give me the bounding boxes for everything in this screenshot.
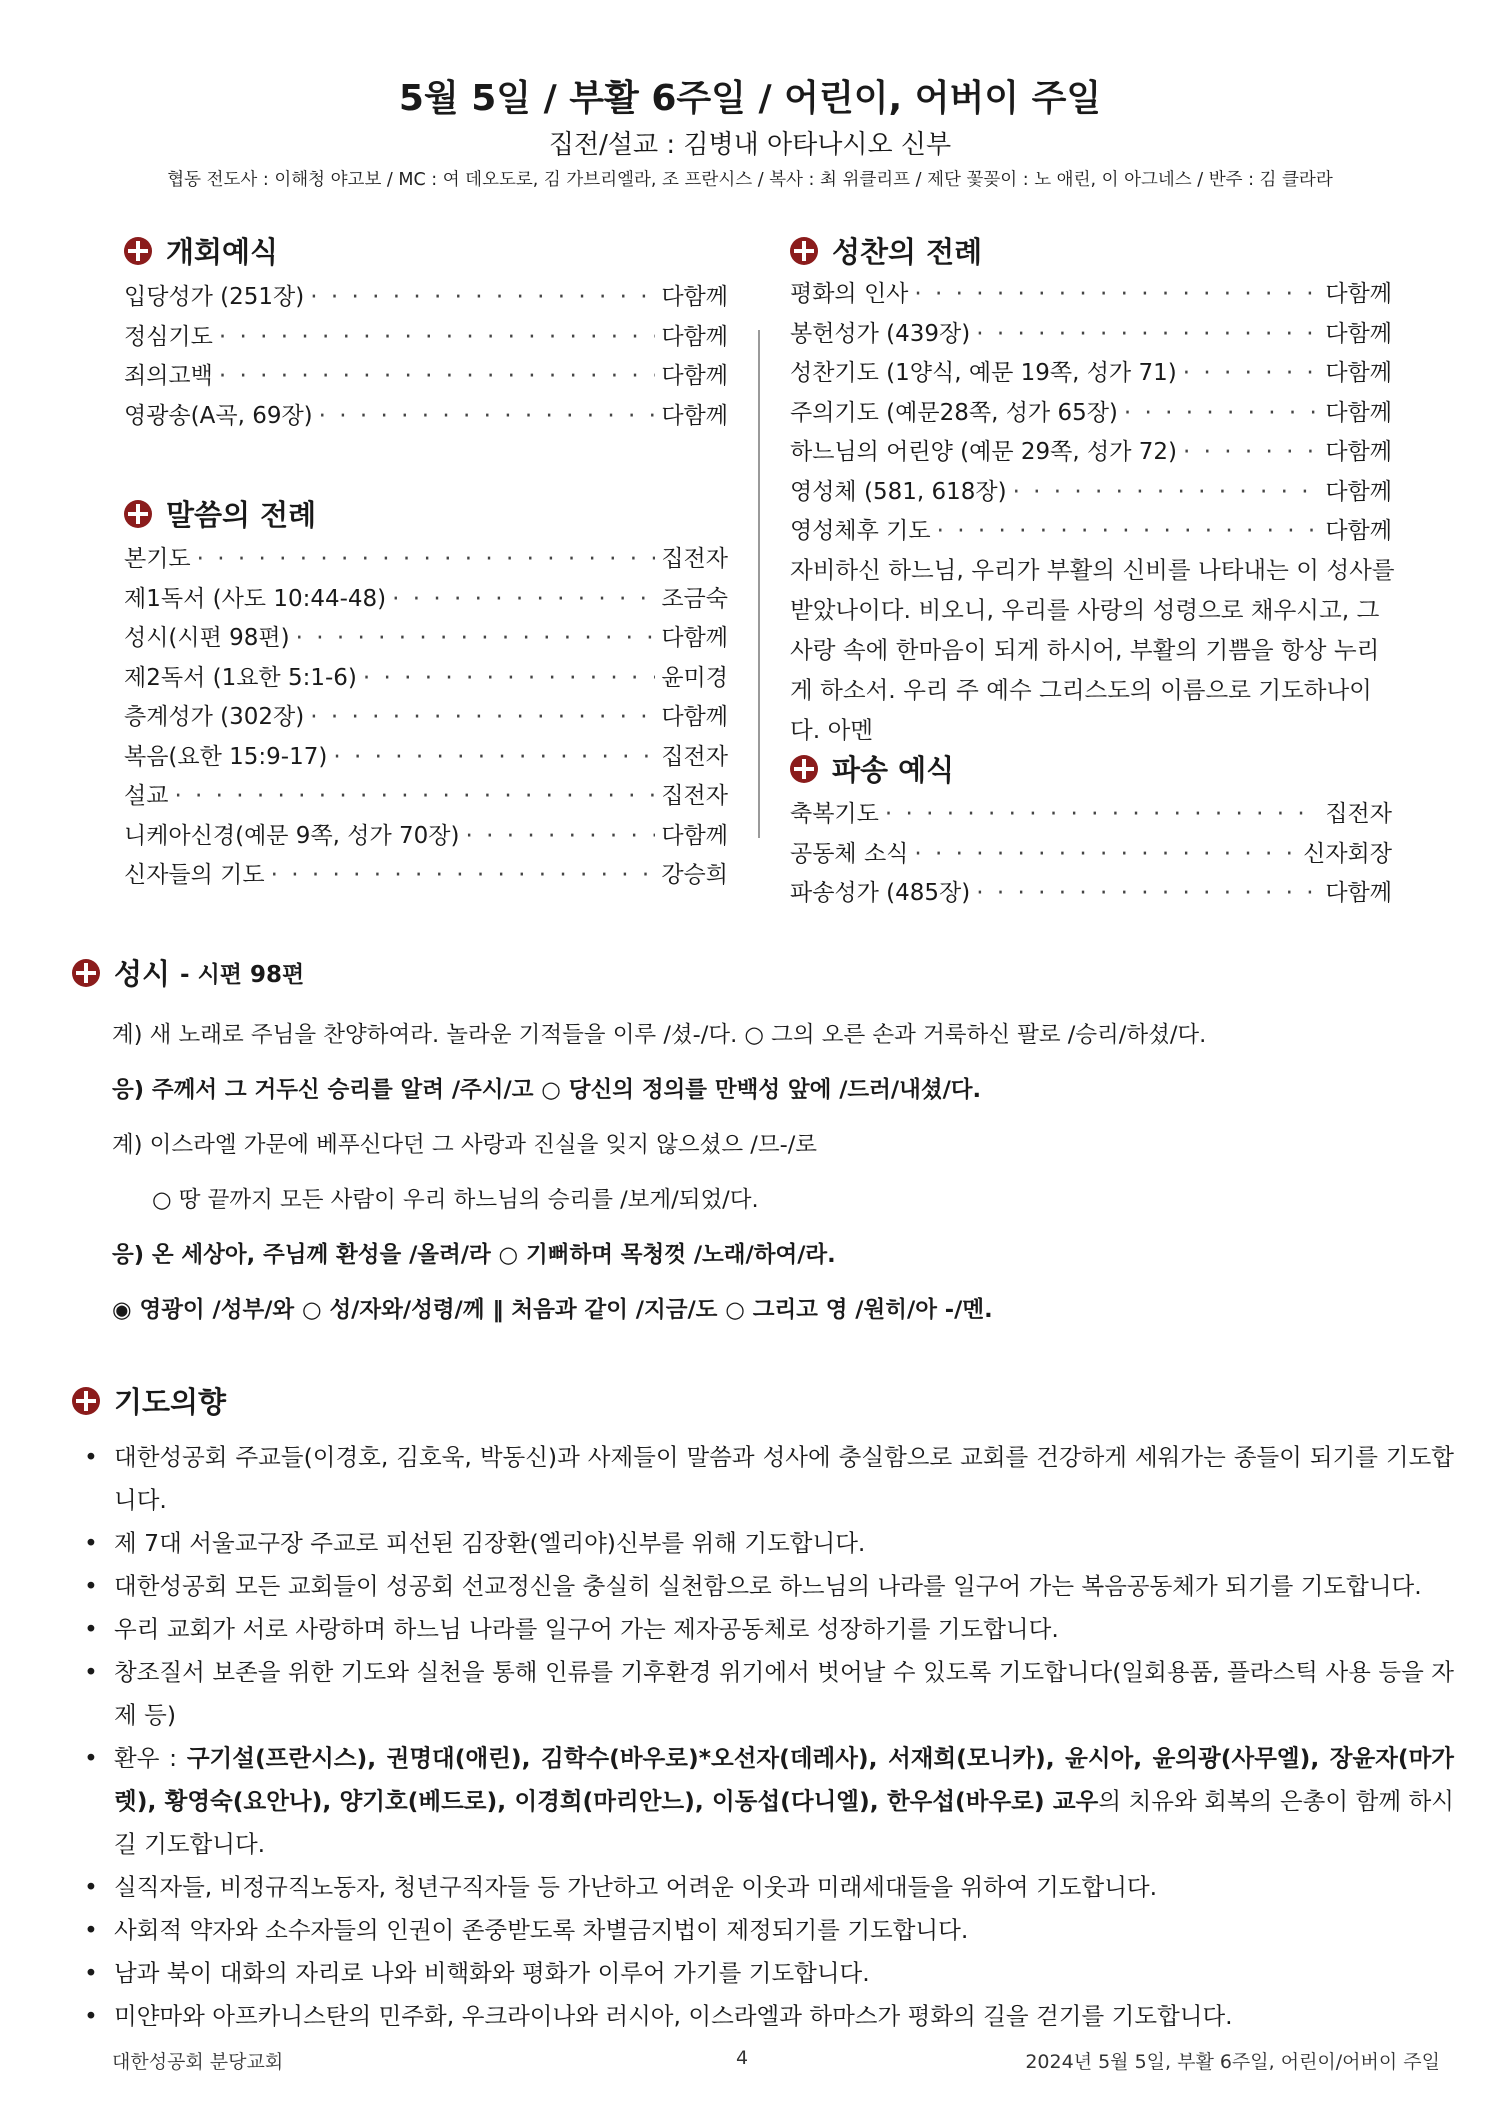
section-word-heading xyxy=(124,493,316,534)
order-row xyxy=(790,433,1392,473)
order-row xyxy=(124,698,728,738)
order-who: 다함께 xyxy=(1325,439,1392,465)
eucharist-order-list xyxy=(790,275,1392,552)
column-divider xyxy=(758,330,760,838)
order-who: 집전자 xyxy=(661,783,728,809)
list-item: • 제 7대 서울교구장 주교로 피선된 김장환(엘리야)신부를 위해 기도합니다. xyxy=(84,1522,1454,1565)
order-item: 제2독서 (1요한 5:1-6) xyxy=(124,664,357,691)
order-item: 파송성가 (485장) xyxy=(790,880,971,906)
psalm-reference: - 시편 98편 xyxy=(180,962,305,988)
order-item: 본기도 xyxy=(124,546,191,572)
sick-names: 구기설(프란시스), 권명대(애린), 김학수(바우로)*오선자(데레사), 서재희(모니카), 윤시아, 윤의광(사무엘), 장윤자(마가렛), 황영숙(요안나), 양기호(베드로), 이경희(마리안느), 이동섭(다니엘), 한우섭(바우로) 교우 xyxy=(114,1744,1454,1815)
section-eucharist-heading xyxy=(790,230,982,271)
order-who: 집전자 xyxy=(1325,801,1392,827)
order-item: 영성체후 기도 xyxy=(790,518,931,544)
order-who: 다함께 xyxy=(661,402,728,429)
section-title: 말씀의 전례 xyxy=(166,498,317,532)
dismissal-order-list xyxy=(790,795,1392,914)
list-item: • 남과 북이 대화의 자리로 나와 비핵화와 평화가 이루어 가기를 기도합니다. xyxy=(84,1952,1454,1995)
order-item: 죄의고백 xyxy=(124,363,213,389)
list-item-sick xyxy=(84,1737,1454,1866)
cross-icon xyxy=(72,959,100,987)
list-item: • 대한성공회 주교들(이경호, 김호욱, 박동신)과 사제들이 말씀과 성사에 충실함으로 교회를 건강하게 세워가는 종들이 되기를 기도합니다. xyxy=(84,1436,1454,1522)
order-item: 신자들의 기도 xyxy=(124,862,265,888)
order-who: 다함께 xyxy=(661,284,728,310)
section-title: 파송 예식 xyxy=(832,753,955,787)
order-who: 다함께 xyxy=(1325,320,1392,347)
order-item: 평화의 인사 xyxy=(790,281,909,307)
section-dismissal-heading xyxy=(790,748,954,789)
order-item: 영성체 (581, 618장) xyxy=(790,478,1007,505)
psalm-line: ◉ 영광이 /성부/와 ○ 성/자와/성령/께 ‖ 처음과 같이 /지금/도 ○ 그리고 영 /원히/아 -/멘. xyxy=(112,1297,993,1323)
order-who: 다함께 xyxy=(661,323,728,350)
order-row xyxy=(790,874,1392,914)
list-item: • 우리 교회가 서로 사랑하며 하느님 나라를 일구어 가는 제자공동체로 성장하기를 기도합니다. xyxy=(84,1608,1454,1651)
order-row xyxy=(790,275,1392,315)
order-row xyxy=(124,540,728,580)
order-row xyxy=(124,580,728,620)
order-who: 다함께 xyxy=(661,822,728,849)
section-intentions-heading xyxy=(72,1380,226,1421)
order-item: 하느님의 어린양 (예문 29쪽, 성가 72) xyxy=(790,439,1177,465)
order-who: 다함께 xyxy=(661,363,728,389)
order-item: 성찬기도 (1양식, 예문 19쪽, 성가 71) xyxy=(790,360,1177,386)
section-title: 기도의향 xyxy=(114,1385,227,1419)
order-item: 축복기도 xyxy=(790,801,879,827)
order-who: 집전자 xyxy=(661,546,728,572)
section-title: 개회예식 xyxy=(166,235,279,269)
psalm-line: ○ 땅 끝까지 모든 사람이 우리 하느님의 승리를 /보게/되었/다. xyxy=(152,1187,759,1213)
section-title: 성찬의 전례 xyxy=(832,235,983,269)
post-communion-prayer: 자비하신 하느님, 우리가 부활의 신비를 나타내는 이 성사를 받았나이다. 비오니, 우리를 사랑의 성령으로 채우시고, 그 사랑 속에 한마음이 되게 하시어, 부활의 기쁨을 항상 누리게 하소서. 우리 주 예수 그리스도의 이름으로 기도하나이다. 아멘 xyxy=(790,556,1395,744)
order-row xyxy=(124,357,728,397)
psalm-line: 응) 온 세상아, 주님께 환성을 /올려/라 ○ 기뻐하며 목청껏 /노래/하여/라. xyxy=(112,1242,836,1268)
sick-prefix: 환우 : xyxy=(114,1744,187,1772)
order-item: 설교 xyxy=(124,783,169,809)
order-who: 윤미경 xyxy=(661,664,728,691)
order-who: 다함께 xyxy=(1325,281,1392,307)
order-row xyxy=(124,856,728,896)
section-opening-heading xyxy=(124,230,278,271)
order-who: 강승희 xyxy=(661,862,728,888)
order-row xyxy=(790,394,1392,434)
psalm-line: 계) 이스라엘 가문에 베푸신다던 그 사랑과 진실을 잊지 않으셨으 /므-/로 xyxy=(112,1132,818,1158)
order-row xyxy=(124,278,728,318)
order-row xyxy=(124,397,728,437)
prayer-intentions-list xyxy=(84,1436,1454,2038)
order-item: 복음(요한 15:9-17) xyxy=(124,743,328,770)
order-item: 봉헌성가 (439장) xyxy=(790,320,971,347)
list-item: • 실직자들, 비정규직노동자, 청년구직자들 등 가난하고 어려운 이웃과 미래세대들을 위하여 기도합니다. xyxy=(84,1866,1454,1909)
staff-line: 협동 전도사 : 이해청 야고보 / MC : 여 데오도로, 김 가브리엘라, 조 프란시스 / 복사 : 최 위클리프 / 제단 꽃꽂이 : 노 애린, 이 아그네스 / 반주 : 김 클라라 xyxy=(167,170,1333,190)
footer-date: 2024년 5월 5일, 부활 6주일, 어린이/어버이 주일 xyxy=(1025,2051,1440,2073)
cross-icon xyxy=(124,237,152,265)
order-who: 다함께 xyxy=(1325,478,1392,505)
order-row xyxy=(790,835,1392,875)
order-row xyxy=(790,473,1392,513)
psalm-line: 응) 주께서 그 거두신 승리를 알려 /주시/고 ○ 당신의 정의를 만백성 앞에 /드러/내셨/다. xyxy=(112,1077,982,1103)
order-row xyxy=(124,738,728,778)
order-row xyxy=(124,777,728,817)
order-row xyxy=(790,512,1392,552)
order-row xyxy=(124,318,728,358)
list-item: • 미얀마와 아프카니스탄의 민주화, 우크라이나와 러시아, 이스라엘과 하마스가 평화의 길을 걷기를 기도합니다. xyxy=(84,1995,1454,2038)
section-psalm-heading xyxy=(72,952,304,993)
order-who: 집전자 xyxy=(661,743,728,770)
cross-icon xyxy=(790,755,818,783)
order-who: 다함께 xyxy=(1325,360,1392,386)
order-row xyxy=(124,817,728,857)
word-order-list xyxy=(124,540,728,896)
list-item: • 창조질서 보존을 위한 기도와 실천을 통해 인류를 기후환경 위기에서 벗어날 수 있도록 기도합니다(일회용품, 플라스틱 사용 등을 자제 등) xyxy=(84,1651,1454,1737)
cross-icon xyxy=(72,1387,100,1415)
order-item: 입당성가 (251장) xyxy=(124,284,305,310)
order-item: 영광송(A곡, 69장) xyxy=(124,402,313,429)
list-item: • 대한성공회 모든 교회들이 성공회 선교정신을 충실히 실천함으로 하느님의 나라를 일구어 가는 복음공동체가 되기를 기도합니다. xyxy=(84,1565,1454,1608)
order-row xyxy=(124,619,728,659)
order-who: 다함께 xyxy=(661,704,728,730)
opening-order-list xyxy=(124,278,728,436)
cross-icon xyxy=(790,237,818,265)
order-who: 다함께 xyxy=(1325,880,1392,906)
cross-icon xyxy=(124,500,152,528)
order-item: 공동체 소식 xyxy=(790,840,909,867)
celebrant-line: 집전/설교 : 김병내 아타나시오 신부 xyxy=(548,130,952,160)
psalm-line: 계) 새 노래로 주님을 찬양하여라. 놀라운 기적들을 이루 /셨-/다. ○ 그의 오른 손과 거룩하신 팔로 /승리/하셨/다. xyxy=(112,1022,1207,1048)
order-item: 층계성가 (302장) xyxy=(124,704,305,730)
footer-church: 대한성공회 분당교회 xyxy=(112,2051,284,2073)
order-row xyxy=(790,354,1392,394)
order-item: 주의기도 (예문28쪽, 성가 65장) xyxy=(790,399,1118,426)
order-who: 다함께 xyxy=(1325,518,1392,544)
page-title: 5월 5일 / 부활 6주일 / 어린이, 어버이 주일 xyxy=(398,78,1102,119)
order-who: 다함께 xyxy=(1325,399,1392,426)
footer-page-number: 4 xyxy=(736,2047,749,2069)
order-row xyxy=(124,659,728,699)
order-row xyxy=(790,315,1392,355)
psalm-text xyxy=(112,1008,1412,1338)
section-title: 성시 xyxy=(114,957,171,991)
list-item: • 사회적 약자와 소수자들의 인권이 존중받도록 차별금지법이 제정되기를 기도합니다. xyxy=(84,1909,1454,1952)
order-row xyxy=(790,795,1392,835)
order-item: 제1독서 (사도 10:44-48) xyxy=(124,585,387,612)
order-item: 정심기도 xyxy=(124,323,213,350)
order-item: 니케아신경(예문 9쪽, 성가 70장) xyxy=(124,822,460,849)
order-who: 조금숙 xyxy=(661,585,728,612)
sick-suffix: 의 치유와 회복의 은총이 함께 하시길 기도합니다. xyxy=(114,1787,1455,1858)
order-item: 성시(시편 98편) xyxy=(124,625,290,651)
order-who: 다함께 xyxy=(661,625,728,651)
order-who: 신자회장 xyxy=(1303,840,1392,867)
